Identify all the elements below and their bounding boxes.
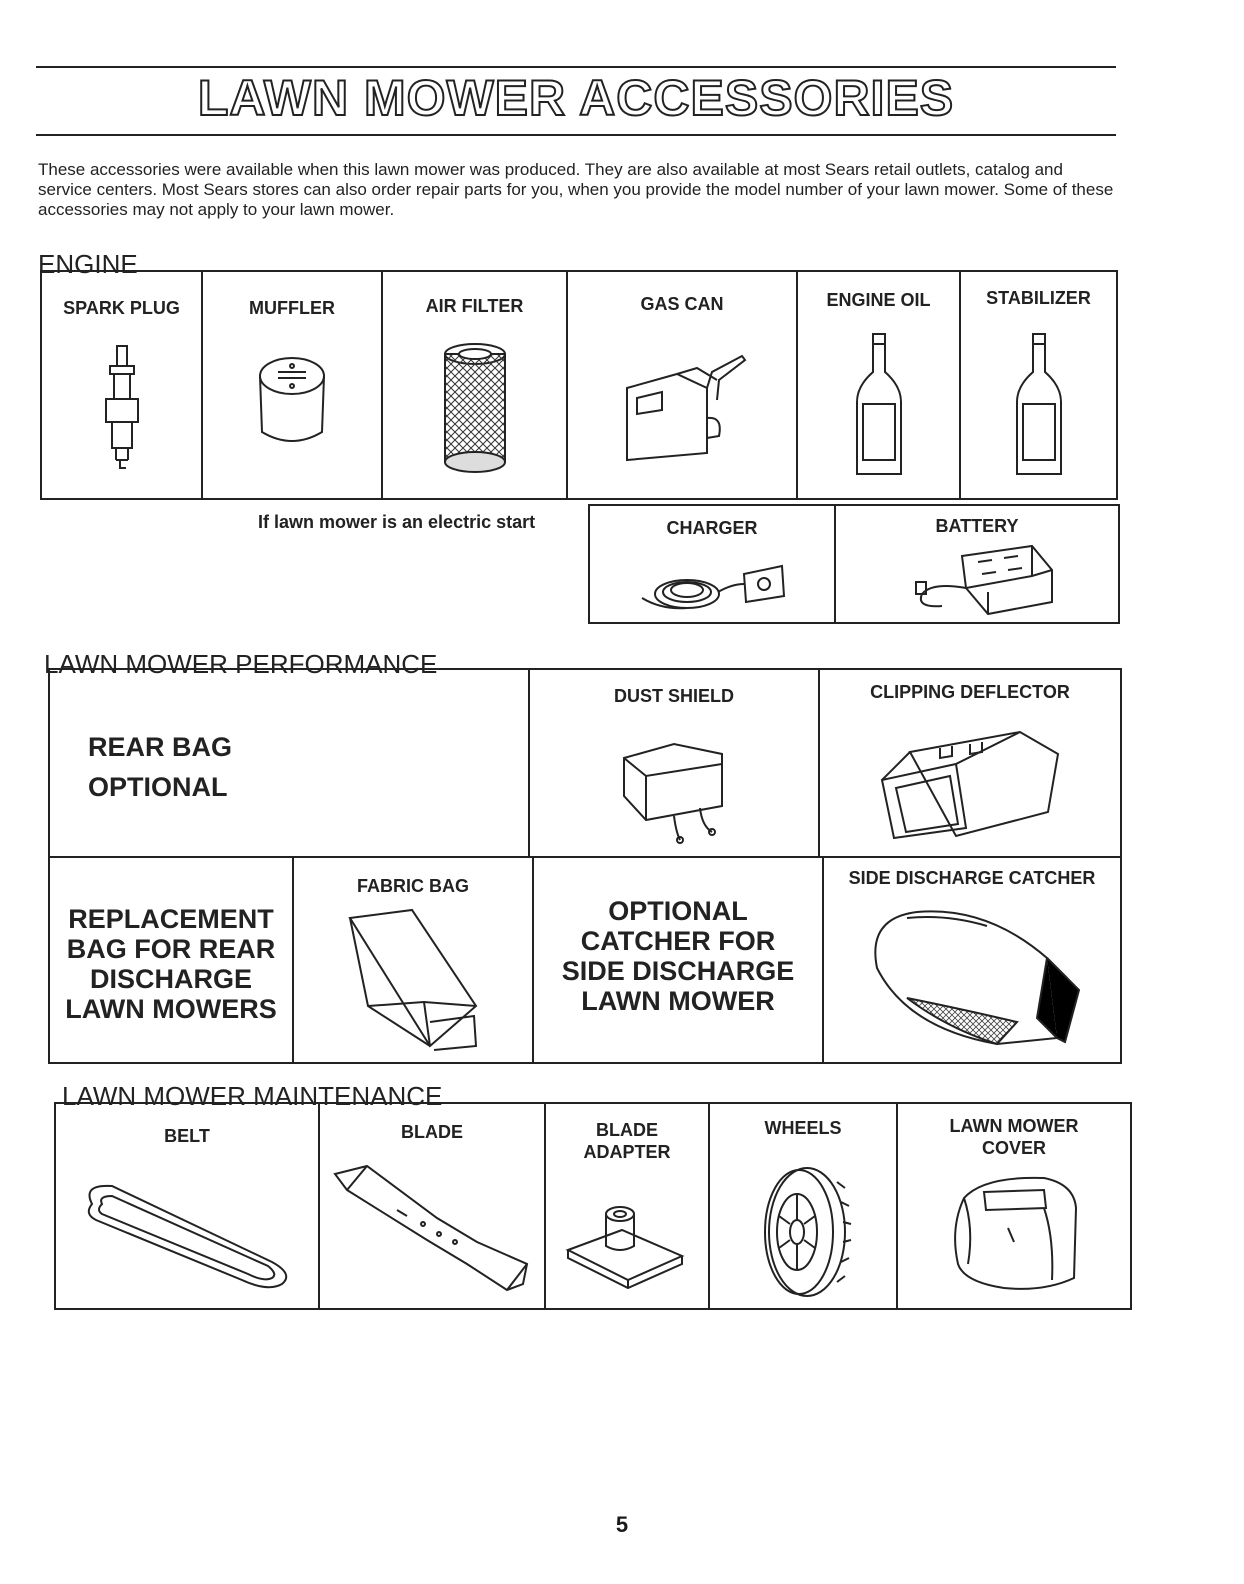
item-label: STABILIZER (986, 288, 1091, 308)
performance-row-2 (50, 858, 1120, 1062)
engine-item-gas-can (568, 272, 798, 498)
wheel-icon (710, 1162, 896, 1302)
clipping-deflector-cell (820, 670, 1120, 856)
item-label-2: COVER (981, 1138, 1046, 1158)
engine-table (40, 270, 1118, 500)
side-catcher-icon (824, 898, 1120, 1048)
item-label: LAWN MOWER (949, 1116, 1079, 1136)
item-label: WHEELS (764, 1118, 842, 1138)
performance-table (48, 668, 1122, 1064)
top-rule (36, 66, 1116, 68)
muffler-icon (203, 354, 381, 454)
item-label: BLADE (401, 1122, 463, 1142)
item-label: BLADE (596, 1120, 658, 1140)
item-label: SPARK PLUG (63, 298, 180, 318)
replacement-bag-line-2: BAG FOR REAR (66, 934, 276, 964)
electric-start-table (588, 504, 1120, 624)
maintenance-item-blade-adapter (546, 1104, 710, 1308)
maintenance-item-wheels (710, 1104, 898, 1308)
page-number: 5 (615, 1512, 629, 1537)
electric-item-charger (590, 506, 836, 622)
optional-catcher-cell (534, 858, 824, 1062)
intro-paragraph: These accessories were available when this lawn mower was produced. They are also available at most Sears retail outlets, catalog and service centers. Most Sears stores can also order repair parts for you, when you provide the model number of your lawn mower. Some of these accessories may not apply to your lawn mower. (38, 160, 1114, 219)
stabilizer-bottle-icon (961, 332, 1116, 482)
optional-catcher-line-3: SIDE DISCHARGE (561, 956, 795, 986)
performance-heading: LAWN MOWER PERFORMANCE (44, 649, 438, 679)
item-label: BELT (164, 1126, 210, 1146)
air-filter-icon (383, 340, 566, 475)
item-label: MUFFLER (249, 298, 335, 318)
item-label-2: ADAPTER (583, 1142, 671, 1162)
rear-bag-line-2: OPTIONAL (88, 772, 228, 802)
oil-bottle-icon (798, 332, 959, 482)
replacement-bag-line-1: REPLACEMENT (68, 904, 274, 934)
item-label: CLIPPING DEFLECTOR (870, 682, 1070, 702)
page-title: LAWN MOWER ACCESSORIES (197, 70, 955, 126)
optional-catcher-line-1: OPTIONAL (608, 896, 748, 926)
item-label: DUST SHIELD (613, 686, 734, 706)
clipping-deflector-icon (820, 724, 1120, 844)
replacement-bag-line-3: DISCHARGE (89, 964, 252, 994)
maintenance-item-belt (56, 1104, 320, 1308)
fabric-bag-icon (294, 906, 532, 1056)
blade-icon (320, 1160, 544, 1300)
engine-heading: ENGINE (38, 249, 138, 279)
replacement-bag-cell (50, 858, 294, 1062)
side-catcher-cell (824, 858, 1120, 1062)
replacement-bag-line-4: LAWN MOWERS (65, 994, 277, 1024)
rear-bag-line-1: REAR BAG (88, 732, 233, 762)
optional-catcher-line-4: LAWN MOWER (581, 986, 775, 1016)
title-rule (36, 134, 1116, 136)
battery-icon (836, 542, 1118, 618)
electric-start-note: If lawn mower is an electric start (258, 512, 536, 532)
blade-adapter-icon (546, 1200, 708, 1290)
engine-item-spark-plug (42, 272, 203, 498)
item-label: GAS CAN (640, 294, 724, 314)
optional-catcher-line-2: CATCHER FOR (580, 926, 776, 956)
maintenance-heading: LAWN MOWER MAINTENANCE (62, 1081, 443, 1111)
engine-item-engine-oil (798, 272, 961, 498)
item-label: CHARGER (666, 518, 758, 538)
rear-bag-cell (50, 670, 530, 856)
fabric-bag-cell (294, 858, 534, 1062)
item-label: AIR FILTER (425, 296, 524, 316)
dust-shield-cell (530, 670, 820, 856)
maintenance-table (54, 1102, 1132, 1310)
performance-row-1 (50, 670, 1120, 858)
engine-item-muffler (203, 272, 383, 498)
item-label: ENGINE OIL (826, 290, 931, 310)
spark-plug-icon (42, 344, 201, 474)
engine-item-stabilizer (961, 272, 1116, 498)
item-label: SIDE DISCHARGE CATCHER (848, 868, 1096, 888)
item-label: BATTERY (935, 516, 1019, 536)
gas-can-icon (568, 348, 796, 468)
dust-shield-icon (530, 736, 818, 846)
electric-item-battery (836, 506, 1118, 622)
maintenance-item-mower-cover (898, 1104, 1130, 1308)
engine-item-air-filter (383, 272, 568, 498)
charger-icon (590, 554, 834, 616)
mower-cover-icon (898, 1168, 1130, 1298)
item-label: FABRIC BAG (357, 876, 469, 896)
maintenance-item-blade (320, 1104, 546, 1308)
belt-icon (56, 1174, 318, 1294)
